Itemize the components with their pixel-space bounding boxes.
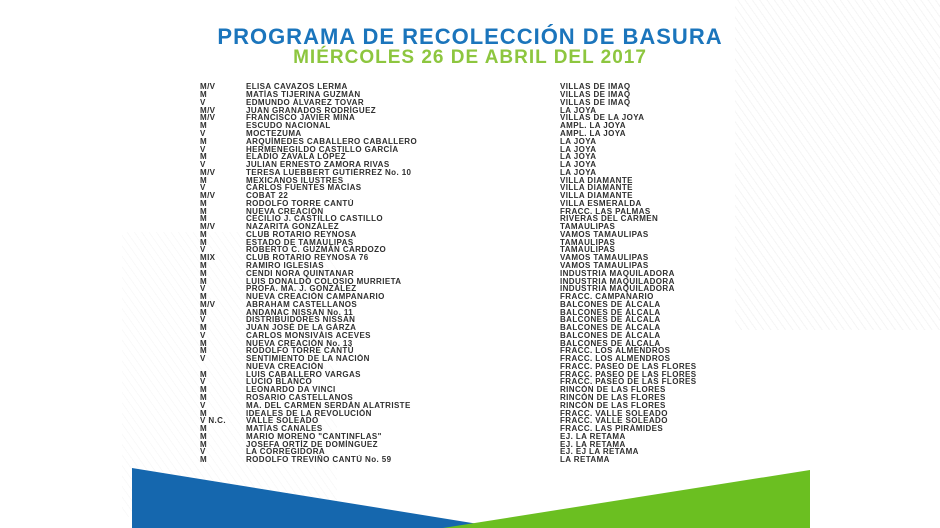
street-name: FRANCISCO JAVIER MINA [246,113,356,123]
street-name: MARIO MORENO "CANTINFLAS" [246,431,382,441]
street-name: ESTADO DE TAMAULIPAS [246,237,354,247]
route-code: M [200,136,208,146]
route-code: M [200,261,208,270]
street-name: CARLOS MONSIVÁIS ACEVES [246,330,371,340]
route-code: M/V [200,299,216,309]
route-code: M [200,338,208,348]
route-code: V [200,400,206,410]
route-code: M [200,307,208,317]
route-code: M [200,292,208,302]
colonia-name: TAMAULIPAS [560,222,616,232]
street-name: TERESA LUEBBERT GUTIÉRREZ No. 10 [246,167,412,177]
colonia-name: AMPL. LA JOYA [560,128,626,138]
street-name: RODOLFO TREVIÑO CANTÚ No. 59 [246,455,392,465]
street-name: NUEVA CREACIÓN [246,206,324,216]
green-wedge [443,470,810,528]
route-code: M [200,431,208,441]
route-code: V [200,144,206,154]
route-code: M [200,237,208,247]
colonia-name: VAMOS TAMAULIPAS [560,253,649,263]
route-code: M/V [200,191,216,201]
street-name: LEONARDO DA VINCI [246,385,336,395]
colonia-name: TAMAULIPAS [560,245,616,255]
route-code: M [200,424,208,434]
street-name: ROSARIO CASTELLANOS [246,393,354,403]
street-name: MOCTEZUMA [246,128,302,138]
street-name: ROBERTO C. GUZMÁN CARDOZO [246,245,387,255]
street-name: RODOLFO TORRE CANTÚ [246,346,354,356]
street-name: JOSEFA ORTÍZ DE DOMÍNGUEZ [246,439,378,449]
route-code: V [200,128,206,138]
colonia-name: VILLAS DE IMAQ [560,97,631,107]
colonia-name: INDUSTRIA MAQUILADORA [560,284,675,294]
street-name: NUEVA CREACIÓN No. 13 [246,338,353,348]
colonia-name: RINCÓN DE LAS FLORES [560,400,666,410]
street-name: ABRAHAM CASTELLANOS [246,299,358,309]
colonia-name: LA JOYA [560,105,597,115]
colonia-name: VILLAS DE IMAQ [560,82,631,92]
route-code: M [200,369,208,379]
street-name: IDEALES DE LA REVOLUCIÓN [246,408,372,418]
route-code: V [200,245,206,255]
page-subtitle-date: MIÉRCOLES 26 DE ABRIL DEL 2017 [293,47,647,68]
colonia-name: VILLAS DE IMAQ [560,90,631,100]
street-name: JUAN JOSÉ DE LA GÁRZA [246,323,357,333]
colonia-name: LA JOYA [560,136,597,146]
colonia-name: FRACC. PASEO DE LAS FLORES [560,361,697,371]
route-code: M [200,229,208,239]
colonia-name: RINCÓN DE LAS FLORES [560,385,666,395]
colonia-name: FRACC. LOS ALMENDROS [560,354,671,364]
route-code: M/V [200,105,216,115]
colonia-name: LA JOYA [560,144,597,154]
colonia-name: BALCONES DE ÁLCALA [560,338,661,348]
colonia-name: BALCONES DE ÁLCALA [560,307,661,317]
street-name: CECILIO J. CASTILLO CASTILLO [246,214,383,224]
colonia-name: BALCONES DE ÁLCALA [560,330,661,340]
route-code: V [200,354,206,364]
route-code: V [200,183,206,193]
schedule-table [200,83,775,464]
street-name: LUIS DONALDO COLOSIO MURRIETA [246,276,402,286]
street-name: NUEVA CREACIÓN [246,361,324,371]
street-name: JUAN GRANADOS RODRÍGUEZ [246,105,377,115]
street-name: NAZARITA GONZÁLEZ [246,222,340,232]
street-name: CENDI NORA QUINTANAR [246,268,354,278]
colonia-name: RIVERAS DEL CARMEN [560,214,659,224]
route-code: V N.C. [200,416,226,426]
route-code: M [200,439,208,449]
colonia-name: LA JOYA [560,167,597,177]
street-name: ANDANAC NISSAN No. 11 [246,307,354,317]
colonia-name: VILLA DIAMANTE [560,175,633,185]
street-name: MEXICANOS ILUSTRES [246,175,344,185]
route-code: M/V [200,113,216,123]
colonia-name: FRACC. LOS ALMENDROS [560,346,671,356]
route-code: M [200,408,208,418]
colonia-name: VILLA DIAMANTE [560,183,633,193]
colonia-name: RINCÓN DE LAS FLORES [560,393,666,403]
route-code: V [200,377,206,387]
route-code: M [200,152,208,162]
route-code: V [200,160,206,170]
street-name: JULIAN ERNESTO ZAMORA RIVAS [246,160,390,170]
colonia-name: AMPL. LA JOYA [560,121,626,131]
street-name: CLUB ROTARIO REYNOSA [246,229,357,239]
route-code: M [200,385,208,395]
route-code: V [200,315,206,325]
route-code: M/V [200,222,216,232]
street-name: COBAT 22 [246,191,289,201]
colonia-name: EJ. LA RETAMA [560,431,626,441]
colonia-name: INDUSTRIA MAQUILADORA [560,268,675,278]
street-name: SENTIMIENTO DE LA NACIÓN [246,354,370,364]
colonia-name: LA JOYA [560,160,597,170]
route-code: M [200,90,208,100]
street-name: ELADIO ZAVALA LÓPEZ [246,152,346,162]
street-name: MA. DEL CARMEN SERDÁN ALATRISTE [246,400,411,410]
table-row [200,456,775,464]
street-name: VALLE SOLEADO [246,416,319,426]
route-code: M [200,393,208,403]
route-code: M [200,455,208,465]
street-name: ESCUDO NACIONAL [246,121,331,131]
route-code: M [200,214,208,224]
route-code: V [200,97,206,107]
street-name: HERMENEGILDO CASTILLO GARCÍA [246,144,399,154]
colonia-name: BALCONES DE ÁLCALA [560,299,661,309]
route-code: M [200,323,208,333]
colonia-name: EJ. LA RETAMA [560,439,626,449]
colonia-name: EJ. EJ LA RETAMA [560,447,639,457]
colonia-name: BALCONES DE ÁLCALA [560,323,661,333]
route-code: M [200,206,208,216]
colonia-name: TAMAULIPAS [560,237,616,247]
street-name: CLUB ROTARIO REYNOSA 76 [246,253,369,263]
colonia-name: VILLA ESMERALDA [560,198,642,208]
route-code: M/V [200,82,216,92]
street-name: LA CORREGIDORA [246,447,326,457]
route-code: M [200,198,208,208]
street-name: NUEVA CREACIÓN CAMPANARIO [246,292,385,302]
street-name: EDMUNDO ÁLVAREZ TOVAR [246,97,365,107]
colonia-name: LA RETAMA [560,455,610,465]
street-name: PROFA. MA. J. GONZÁLEZ [246,284,357,294]
street-name: CARLOS FUENTES MACÍAS [246,183,362,193]
street-name: DISTRIBUIDORES NISSAN [246,315,356,325]
route-code: M [200,121,208,131]
colonia-name: VILLA DIAMANTE [560,191,633,201]
colonia-name: LA JOYA [560,152,597,162]
route-code: M [200,175,208,185]
colonia-name: FRACC. VALLE SOLEADO [560,408,668,418]
street-name: RODOLFO TORRE CANTÚ [246,198,354,208]
colonia-name: FRACC. PASEO DE LAS FLORES [560,377,697,387]
route-code: M/V [200,167,216,177]
route-code: M [200,346,208,356]
colonia-name: VAMOS TAMAULIPAS [560,261,649,270]
colonia-name: FRACC. VALLE SOLEADO [560,416,668,426]
street-name: RAMIRO IGLESIAS [246,261,325,270]
route-code: V [200,284,206,294]
colonia-name: FRACC. LAS PALMAS [560,206,651,216]
route-code: MIX [200,253,216,263]
street-name: ELISA CAVAZOS LERMA [246,82,348,92]
street-name: MATÍAS TIJERINA GUZMÁN [246,90,361,100]
route-code: M [200,276,208,286]
colonia-name: INDUSTRIA MAQUILADORA [560,276,675,286]
street-name: LUIS CABALLERO VARGAS [246,369,361,379]
street-name: ARQUÍMEDES CABALLERO CABALLERO [246,136,418,146]
colonia-name: FRACC. CAMPANARIO [560,292,654,302]
colonia-name: FRACC. LAS PIRÁMIDES [560,424,664,434]
page-title: PROGRAMA DE RECOLECCIÓN DE BASURA [217,24,723,49]
route-code: V [200,330,206,340]
colonia-name: VILLAS DE LA JOYA [560,113,645,123]
colonia-name: BALCONES DE ÁLCALA [560,315,661,325]
colonia-name: FRACC. PASEO DE LAS FLORES [560,369,697,379]
route-code: V [200,447,206,457]
street-name: LUCIO BLANCO [246,377,313,387]
street-name: MATÍAS CANALES [246,424,323,434]
route-code: M [200,268,208,278]
colonia-name: VAMOS TAMAULIPAS [560,229,649,239]
